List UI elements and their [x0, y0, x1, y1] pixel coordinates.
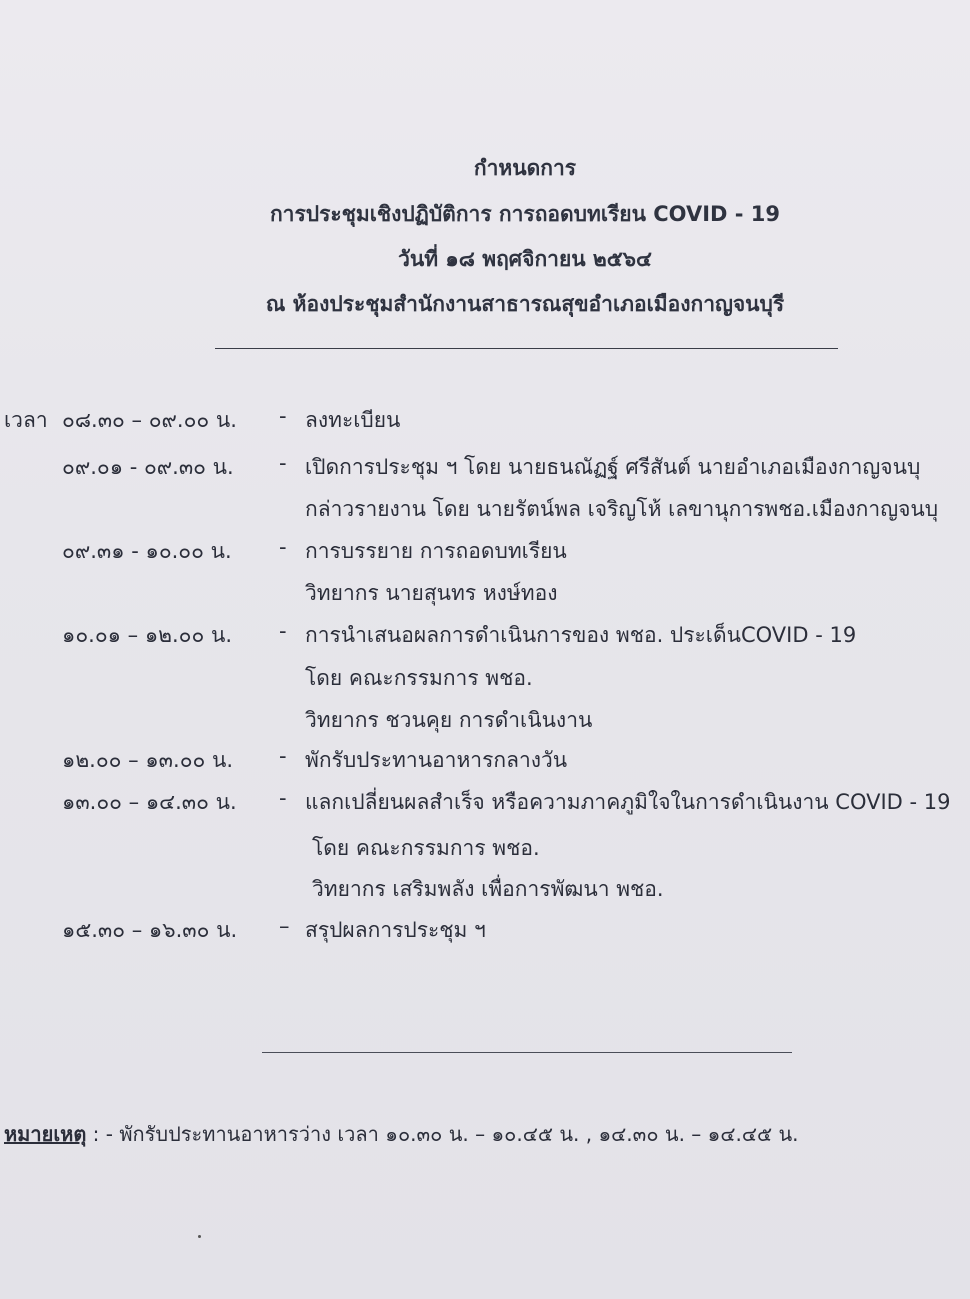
- schedule-time: ๑๒.๐๐ – ๑๓.๐๐ น.: [62, 748, 234, 772]
- footnote: [4, 1118, 799, 1150]
- schedule-item: วิทยากร ชวนคุย การดำเนินงาน: [305, 708, 593, 732]
- schedule-dash: -: [279, 744, 287, 768]
- schedule-dash: -: [279, 404, 287, 428]
- schedule-item: พักรับประทานอาหารกลางวัน: [305, 748, 568, 772]
- schedule-dash: -: [279, 451, 287, 475]
- schedule-item: เปิดการประชุม ฯ โดย นายธนณัฏฐ์ ศรีสันต์ นายอำเภอเมืองกาญจนบุ: [305, 455, 921, 479]
- schedule-dash: -: [279, 786, 287, 810]
- event-venue: ณ ห้องประชุมสำนักงานสาธารณสุขอำเภอเมืองกาญจนบุรี: [265, 292, 785, 316]
- schedule-item: แลกเปลี่ยนผลสำเร็จ หรือความภาคภูมิใจในการดำเนินงาน COVID - 19: [305, 790, 951, 814]
- schedule-time: ๐๙.๓๑ - ๑๐.๐๐ น.: [62, 539, 232, 563]
- schedule-item: การบรรยาย การถอดบทเรียน: [305, 539, 567, 563]
- footnote-label: หมายเหตุ: [4, 1122, 87, 1146]
- schedule-item: ลงทะเบียน: [305, 408, 401, 432]
- document-title: กำหนดการ: [473, 156, 577, 180]
- schedule-dash: -: [279, 535, 287, 559]
- event-name: การประชุมเชิงปฏิบัติการ การถอดบทเรียน COVID - 19: [269, 202, 781, 226]
- footer-divider: [262, 1052, 792, 1053]
- schedule-time: ๐๘.๓๐ – ๐๙.๐๐ น.: [62, 408, 237, 432]
- schedule-item: โดย คณะกรรมการ พชอ.: [312, 836, 540, 860]
- schedule-item: วิทยากร เสริมพลัง เพื่อการพัฒนา พชอ.: [312, 877, 664, 901]
- schedule-item: โดย คณะกรรมการ พชอ.: [305, 666, 533, 690]
- schedule-time: ๑๕.๓๐ – ๑๖.๓๐ น.: [62, 918, 238, 942]
- time-prefix: เวลา: [4, 408, 48, 432]
- paper-speck: [198, 1235, 201, 1238]
- schedule-time: ๐๙.๐๑ - ๐๙.๓๐ น.: [62, 455, 234, 479]
- schedule-dash: –: [279, 914, 290, 938]
- schedule-item: วิทยากร นายสุนทร หงษ์ทอง: [305, 581, 558, 605]
- footnote-text: : - พักรับประทานอาหารว่าง เวลา ๑๐.๓๐ น. – ๑๐.๔๕ น. , ๑๔.๓๐ น. – ๑๔.๔๕ น.: [86, 1122, 799, 1146]
- event-date: วันที่ ๑๘ พฤศจิกายน ๒๕๖๔: [398, 247, 652, 271]
- schedule-item: การนำเสนอผลการดำเนินการของ พชอ. ประเด็นCOVID - 19: [305, 623, 857, 647]
- schedule-item: สรุปผลการประชุม ฯ: [305, 918, 486, 942]
- schedule-time: ๑๐.๐๑ – ๑๒.๐๐ น.: [62, 623, 233, 647]
- schedule-item: กล่าวรายงาน โดย นายรัตน์พล เจริญโห้ เลขานุการพชอ.เมืองกาญจนบุ: [305, 497, 939, 521]
- header-divider: [215, 348, 838, 349]
- schedule-dash: -: [279, 619, 287, 643]
- schedule-time: ๑๓.๐๐ – ๑๔.๓๐ น.: [62, 790, 237, 814]
